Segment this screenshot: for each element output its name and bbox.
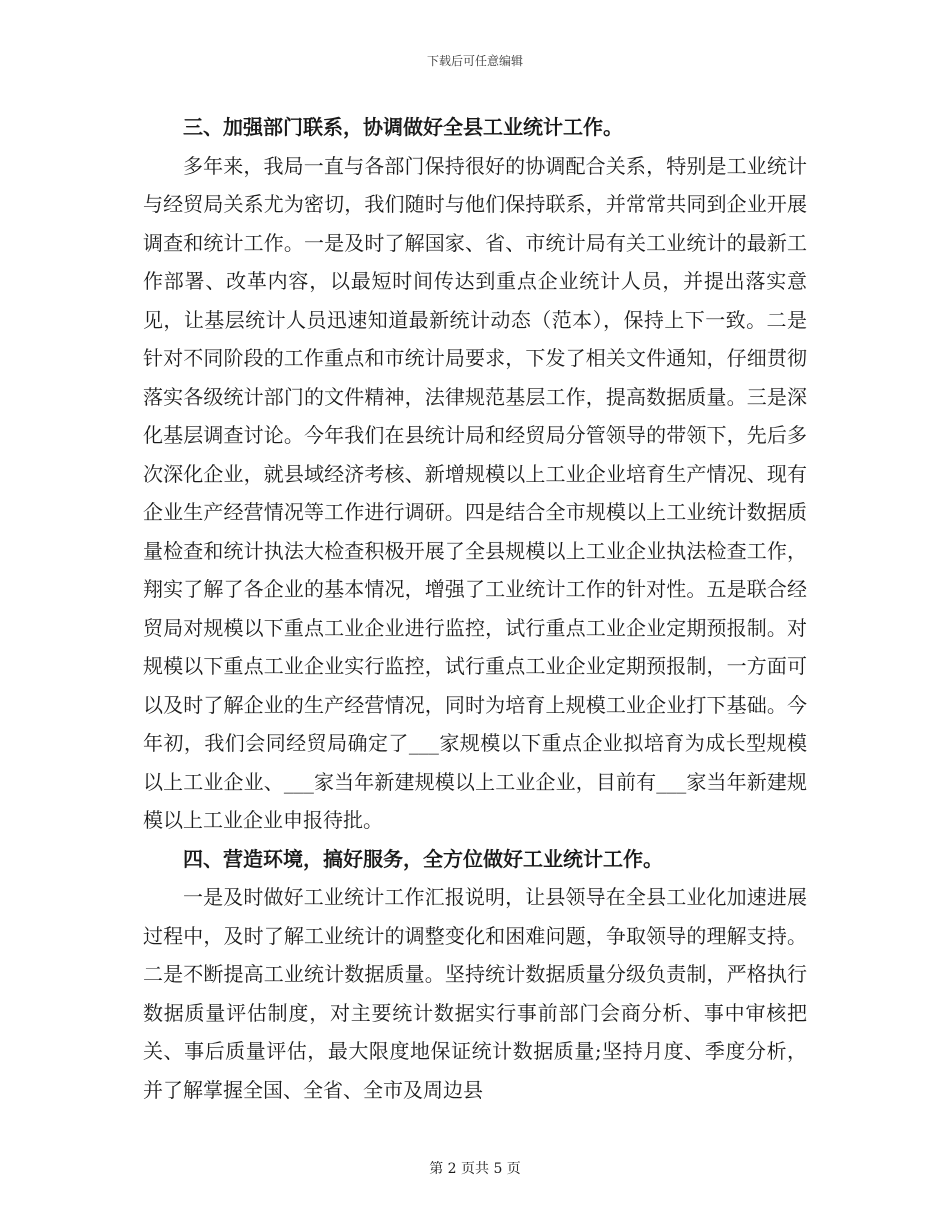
section-paragraph-3: 多年来，我局一直与各部门保持很好的协调配合关系，特别是工业统计与经贸局关系尤为密切，我们随时与他们保持联系，并常常共同到企业开展调查和统计工作。一是及时了解国家、省、市统计局有关工业统计的最新工作部署、改革内容，以最短时间传达到重点企业统计人员，并提出落实意见，让基层统计人员迅速知道最新统计动态（范本），保持上下一致。二是针对不同阶段的工作重点和市统计局要求，下发了相关文件通知，仔细贯彻落实各级统计部门的文件精神，法律规范基层工作，提高数据质量。三是深化基层调查讨论。今年我们在县统计局和经贸局分管领导的带领下，先后多次深化企业，就县域经济考核、新增规模以上工业企业培育生产情况、现有企业生产经营情况等工作进行调研。四是结合全市规模以上工业统计数据质量检查和统计执法大检查积极开展了全县规模以上工业企业执法检查工作，翔实了解了各企业的基本情况，增强了工业统计工作的针对性。五是联合经贸局对规模以下重点工业企业进行监控，试行重点工业企业定期预报制。对规模以下重点工业企业实行监控，试行重点工业企业定期预报制，一方面可以及时了解企业的生产经营情况，同时为培育上规模工业企业打下基础。今年初，我们会同经贸局确定了___家规模以下重点企业拟培育为成长型规模以上工业企业、___家当年新建规模以上工业企业，目前有___家当年新建规模以上工业企业申报待批。: [143, 153, 807, 832]
page-header: 下载后可任意编辑: [426, 54, 523, 68]
section-heading-3: 三、加强部门联系，协调做好全县工业统计工作。: [183, 115, 623, 139]
page-footer: 第 2 页共 5 页: [429, 1161, 521, 1177]
document-body: [143, 108, 807, 1109]
section-paragraph-4: 一是及时做好工业统计工作汇报说明，让县领导在全县工业化加速进展过程中，及时了解工业统计的调整变化和困难问题，争取领导的理解支持。二是不断提高工业统计数据质量。坚持统计数据质量分级负责制，严格执行数据质量评估制度，对主要统计数据实行事前部门会商分析、事中审核把关、事后质量评估，最大限度地保证统计数据质量;坚持月度、季度分析，并了解掌握全国、全省、全市及周边县: [143, 885, 807, 1102]
section-heading-4: 四、营造环境，搞好服务，全方位做好工业统计工作。: [183, 846, 663, 871]
